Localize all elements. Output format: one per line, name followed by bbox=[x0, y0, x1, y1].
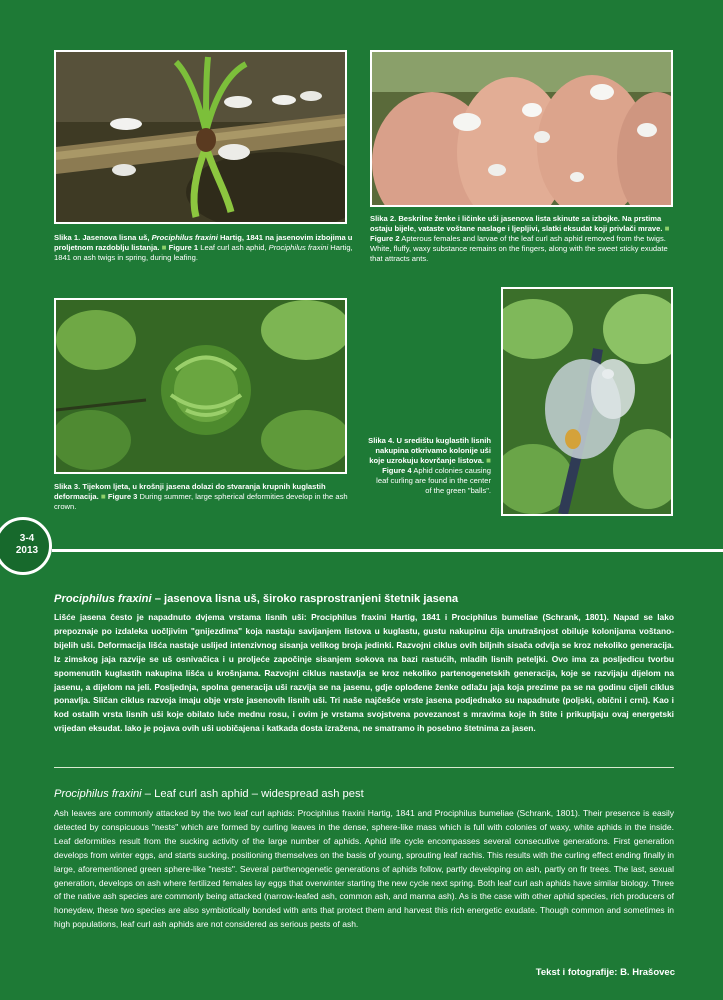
square-bullet-icon: ■ bbox=[161, 243, 167, 252]
caption-figure-3 bbox=[54, 482, 350, 512]
square-bullet-icon: ■ bbox=[486, 456, 491, 465]
caption-4-en-label: Figure 4 bbox=[382, 466, 412, 475]
caption-3-text: Tijekom ljeta, u krošnji jasena dolazi do stvaranja krupnih kuglastih deformacija. bbox=[54, 482, 326, 501]
caption-3-en-text: During summer, large spherical deformities develop in the ash crown. bbox=[54, 492, 348, 511]
caption-1-en-text-b: Hartig, 1841 on ash twigs in spring, during leafing. bbox=[54, 243, 353, 262]
caption-1-label: Slika 1. bbox=[54, 233, 81, 242]
section-divider bbox=[52, 549, 723, 552]
en-title-species: Prociphilus fraxini bbox=[54, 788, 142, 800]
aphid-colony-image bbox=[503, 289, 671, 514]
en-section-title bbox=[54, 788, 364, 800]
photo-fingers-aphids bbox=[370, 50, 673, 207]
issue-badge bbox=[0, 517, 52, 575]
caption-1-en-label: Figure 1 bbox=[168, 243, 199, 252]
issue-year: 2013 bbox=[15, 545, 39, 556]
hr-section-title bbox=[54, 593, 458, 605]
ash-crown-image bbox=[56, 300, 345, 472]
ash-twig-image bbox=[56, 52, 345, 222]
caption-2-en-label: Figure 2 bbox=[370, 234, 400, 243]
hr-body-text: Lišće jasena često je napadnuto dvjema vrstama lisnih uši: Prociphilus fraxini Hartig, 1841 i Prociphilus bumeliae (Schrank, 1801). Napad se lako prepoznaje po izdaleka uočljivim "gnijezdima" koja nastaju savijanjem listova u kuglastu, gustu nakupinu čija unutrašnjost obiluje kolonijama voštano-bijelih uši. Deformacija lišća nastaje uslijed intenzivnog sisanja velikog broja jedinki. Razvojni ciklus ovih biljnih sisača odvija se kroz nekoliko generacija. Iz zimskog jaja razvije se uš osnivačica i u proljeće započinje sisanjem sokova na bazi rastućih, mladih lisnih peteljki. Ovo ima za posljedicu tvorbu spomenutih kuglastih nakupina lišća u krošnjama. Razvojni ciklus nastavlja se kroz nekoliko partenogenetskih generacija, koje se razvijaju dijelom na jasenu, a dijelom na jeli. Posljednja, spolna generacija uši razvija se na jasenu, gdje oplođene ženke odlažu jaja koja prezime pa se na godinu cijeli ciklus ponavlja. Sličan ciklus razvoja imaju obje vrste jasenovih lisnih uši. Tri naše najčešće vrste jasena podjednako su napadnute (poljski, obični i crni). Kao i kod ostalih vrsta lisnih uši koje obilato luče mednu rosu, i ovim je vrstama svojstvena povezanost s mravima koje ih štite i prikupljaju ovaj energetski vrijedan eksudat. Iako je pojava ovih uši uobičajena i katkada dosta izražena, ne smatramo ih posebno štetnima za jasen. bbox=[54, 612, 674, 734]
caption-figure-4 bbox=[368, 436, 491, 496]
caption-figure-2 bbox=[370, 214, 676, 264]
caption-4-text: U središtu kuglastih lisnih nakupina otkrivamo kolonije uši koje uzrokuju kovrčanje listova. bbox=[369, 436, 491, 465]
caption-figure-1 bbox=[54, 233, 354, 263]
caption-1-en-text-a: Leaf curl ash aphid, bbox=[200, 243, 267, 252]
issue-number: 3-4 bbox=[19, 533, 35, 544]
section-separator bbox=[54, 767, 674, 768]
fingers-image bbox=[372, 52, 671, 205]
en-body-text: Ash leaves are commonly attacked by the two leaf curl aphids: Prociphilus fraxini Hartig, 1841 and Prociphilus bumeliae (Schrank, 1801). Their presence is easily detected by conspicuous "nests" which are formed by curling leaves in the dense, sphere-like mass which is full with colonies of waxy, white aphids in the inside. Leaf deformities result from the sucking activity of the large number of aphids. Aphid life cycle encompasses several consecutive generations. First generation develops from winter eggs, and starts sucking, positioning themselves on the basis of young, sprouting leaf rachis. This results with the curling effect ending finally in large, aforementioned green sphere-like "nests". Several parthenogenetic generations of aphids follow, partly developing on ash, partly on fir trees. The last, sexual generation, develops on ash where fertilized females lay eggs that overwinter starting the new cycle next spring. Both leaf curl ash aphids have similar biology. Three of the native ash species are commonly being attacked (narrow-leafed ash, common ash, and manna ash). As is the case with other aphid species, rich producers of honeydew, these two species are also symbiotically bonded with ants that protect them and harvest this rich energetic exudate. Though common and sometimes in high populations, leaf curl ash aphids are not considered as serious pests of ash. bbox=[54, 808, 674, 930]
square-bullet-icon: ■ bbox=[664, 224, 670, 233]
caption-4-en-text: Aphid colonies causing leaf curling are found in the center of the green "balls". bbox=[376, 466, 491, 495]
caption-1-en-species: Prociphilus fraxini bbox=[268, 243, 329, 252]
hr-title-rest: – jasenova lisna uš, široko rasprostranjeni štetnik jasena bbox=[154, 593, 459, 605]
en-title-rest: – Leaf curl ash aphid – widespread ash pest bbox=[144, 788, 364, 800]
caption-3-en-label: Figure 3 bbox=[107, 492, 138, 501]
caption-2-text: Beskrilne ženke i ličinke uši jasenova lista skinute sa izbojke. Na prstima ostaju bijele, vataste voštane naslage i ljepljivi, slatki eksudat koji privlači mrave. bbox=[370, 214, 663, 233]
caption-4-label: Slika 4. bbox=[368, 436, 395, 445]
caption-3-label: Slika 3. bbox=[54, 482, 81, 491]
caption-1-text-b: Hartig, 1841 na jasenovim izbojima u proljetnom razdoblju listanja. bbox=[54, 233, 353, 252]
caption-1-text-a: Jasenova lisna uš, bbox=[82, 233, 150, 242]
caption-2-en-text: Apterous females and larvae of the leaf curl ash aphid removed from the twigs. White, fluffy, waxy substance remains on the fingers, along with the sweet sticky exudate that attracts ants. bbox=[370, 234, 668, 263]
caption-1-species: Prociphilus fraxini bbox=[151, 233, 218, 242]
photo-ash-crown-deformity bbox=[54, 298, 347, 474]
photo-ash-twig-aphids bbox=[54, 50, 347, 224]
hr-title-species: Prociphilus fraxini bbox=[54, 593, 152, 605]
square-bullet-icon: ■ bbox=[100, 492, 106, 501]
caption-2-label: Slika 2. bbox=[370, 214, 397, 223]
photo-aphid-colony bbox=[501, 287, 673, 516]
photo-credit: Tekst i fotografije: B. Hrašovec bbox=[535, 967, 675, 978]
